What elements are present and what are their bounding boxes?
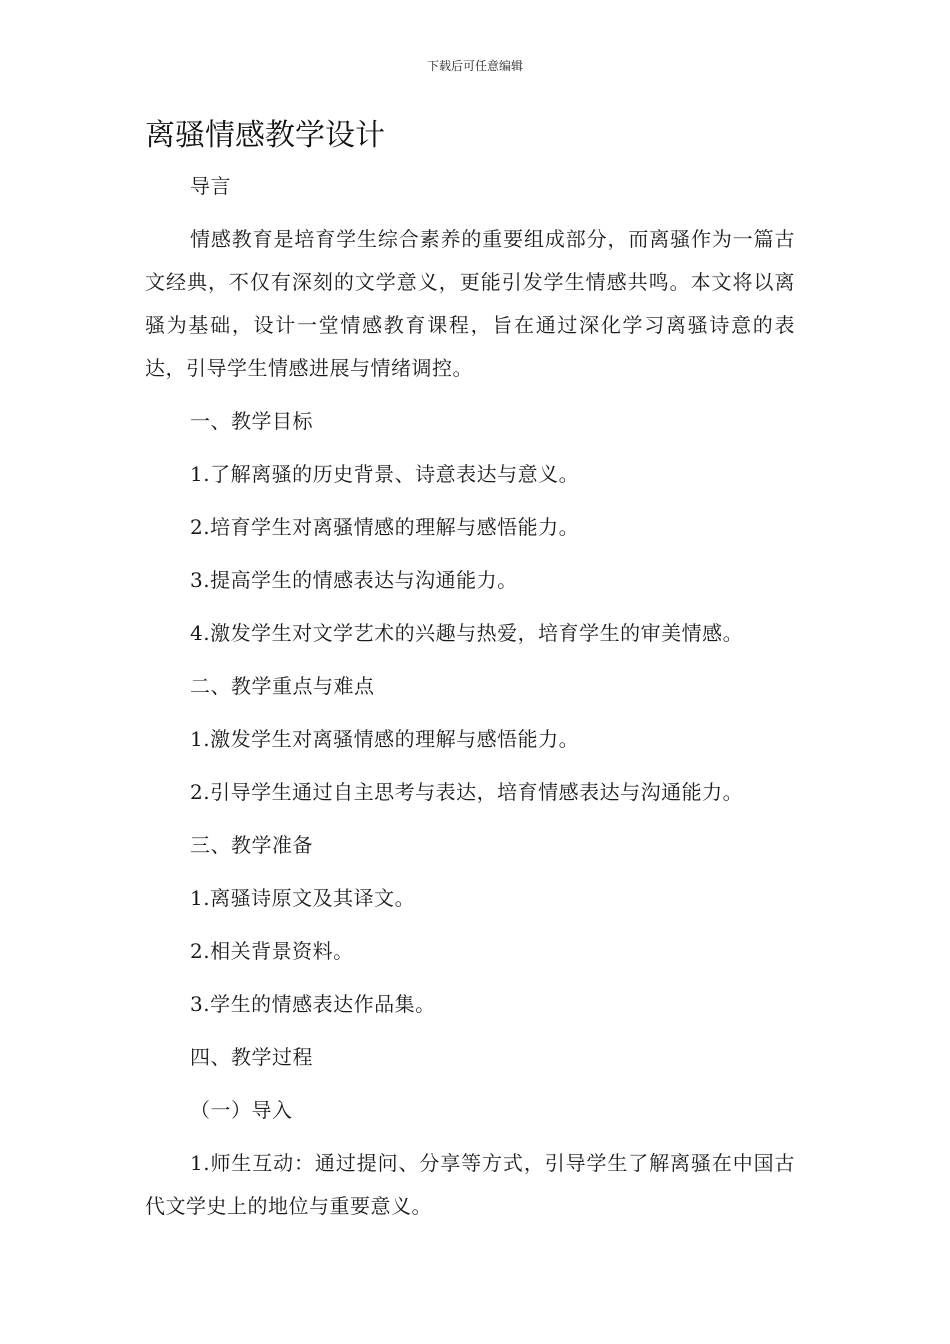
list-item: 3.提高学生的情感表达与沟通能力。 xyxy=(190,568,518,592)
list-item: 2.相关背景资料。 xyxy=(190,939,354,963)
list-item: 4.激发学生对文学艺术的兴趣与热爱，培育学生的审美情感。 xyxy=(190,621,744,645)
header-note: 下载后可任意编辑 xyxy=(426,59,523,73)
section-heading-process: 四、教学过程 xyxy=(190,1045,313,1069)
list-item: 2.引导学生通过自主思考与表达，培育情感表达与沟通能力。 xyxy=(190,780,744,804)
paragraph-intro: 情感教育是培育学生综合素养的重要组成部分，而离骚作为一篇古文经典，不仅有深刻的文学意义，更能引发学生情感共鸣。本文将以离骚为基础，设计一堂情感教育课程，旨在通过深化学习离骚诗意的表达，引导学生情感进展与情绪调控。 xyxy=(145,227,795,380)
section-heading-preparation: 三、教学准备 xyxy=(190,833,313,857)
paragraph-intro-heading: 导言 xyxy=(190,174,231,198)
section-heading-focus: 二、教学重点与难点 xyxy=(190,674,375,698)
list-item: 1.师生互动：通过提问、分享等方式，引导学生了解离骚在中国古代文学史上的地位与重要意义。 xyxy=(145,1151,795,1218)
list-item: 3.学生的情感表达作品集。 xyxy=(190,992,436,1016)
document-body xyxy=(145,165,795,1228)
subsection-heading-intro: （一）导入 xyxy=(190,1098,293,1122)
list-item: 1.了解离骚的历史背景、诗意表达与意义。 xyxy=(190,462,580,486)
list-item: 1.离骚诗原文及其译文。 xyxy=(190,886,416,910)
list-item: 2.培育学生对离骚情感的理解与感悟能力。 xyxy=(190,515,580,539)
document-title: 离骚情感教学设计 xyxy=(145,118,385,153)
list-item: 1.激发学生对离骚情感的理解与感悟能力。 xyxy=(190,727,580,751)
section-heading-goals: 一、教学目标 xyxy=(190,409,313,433)
